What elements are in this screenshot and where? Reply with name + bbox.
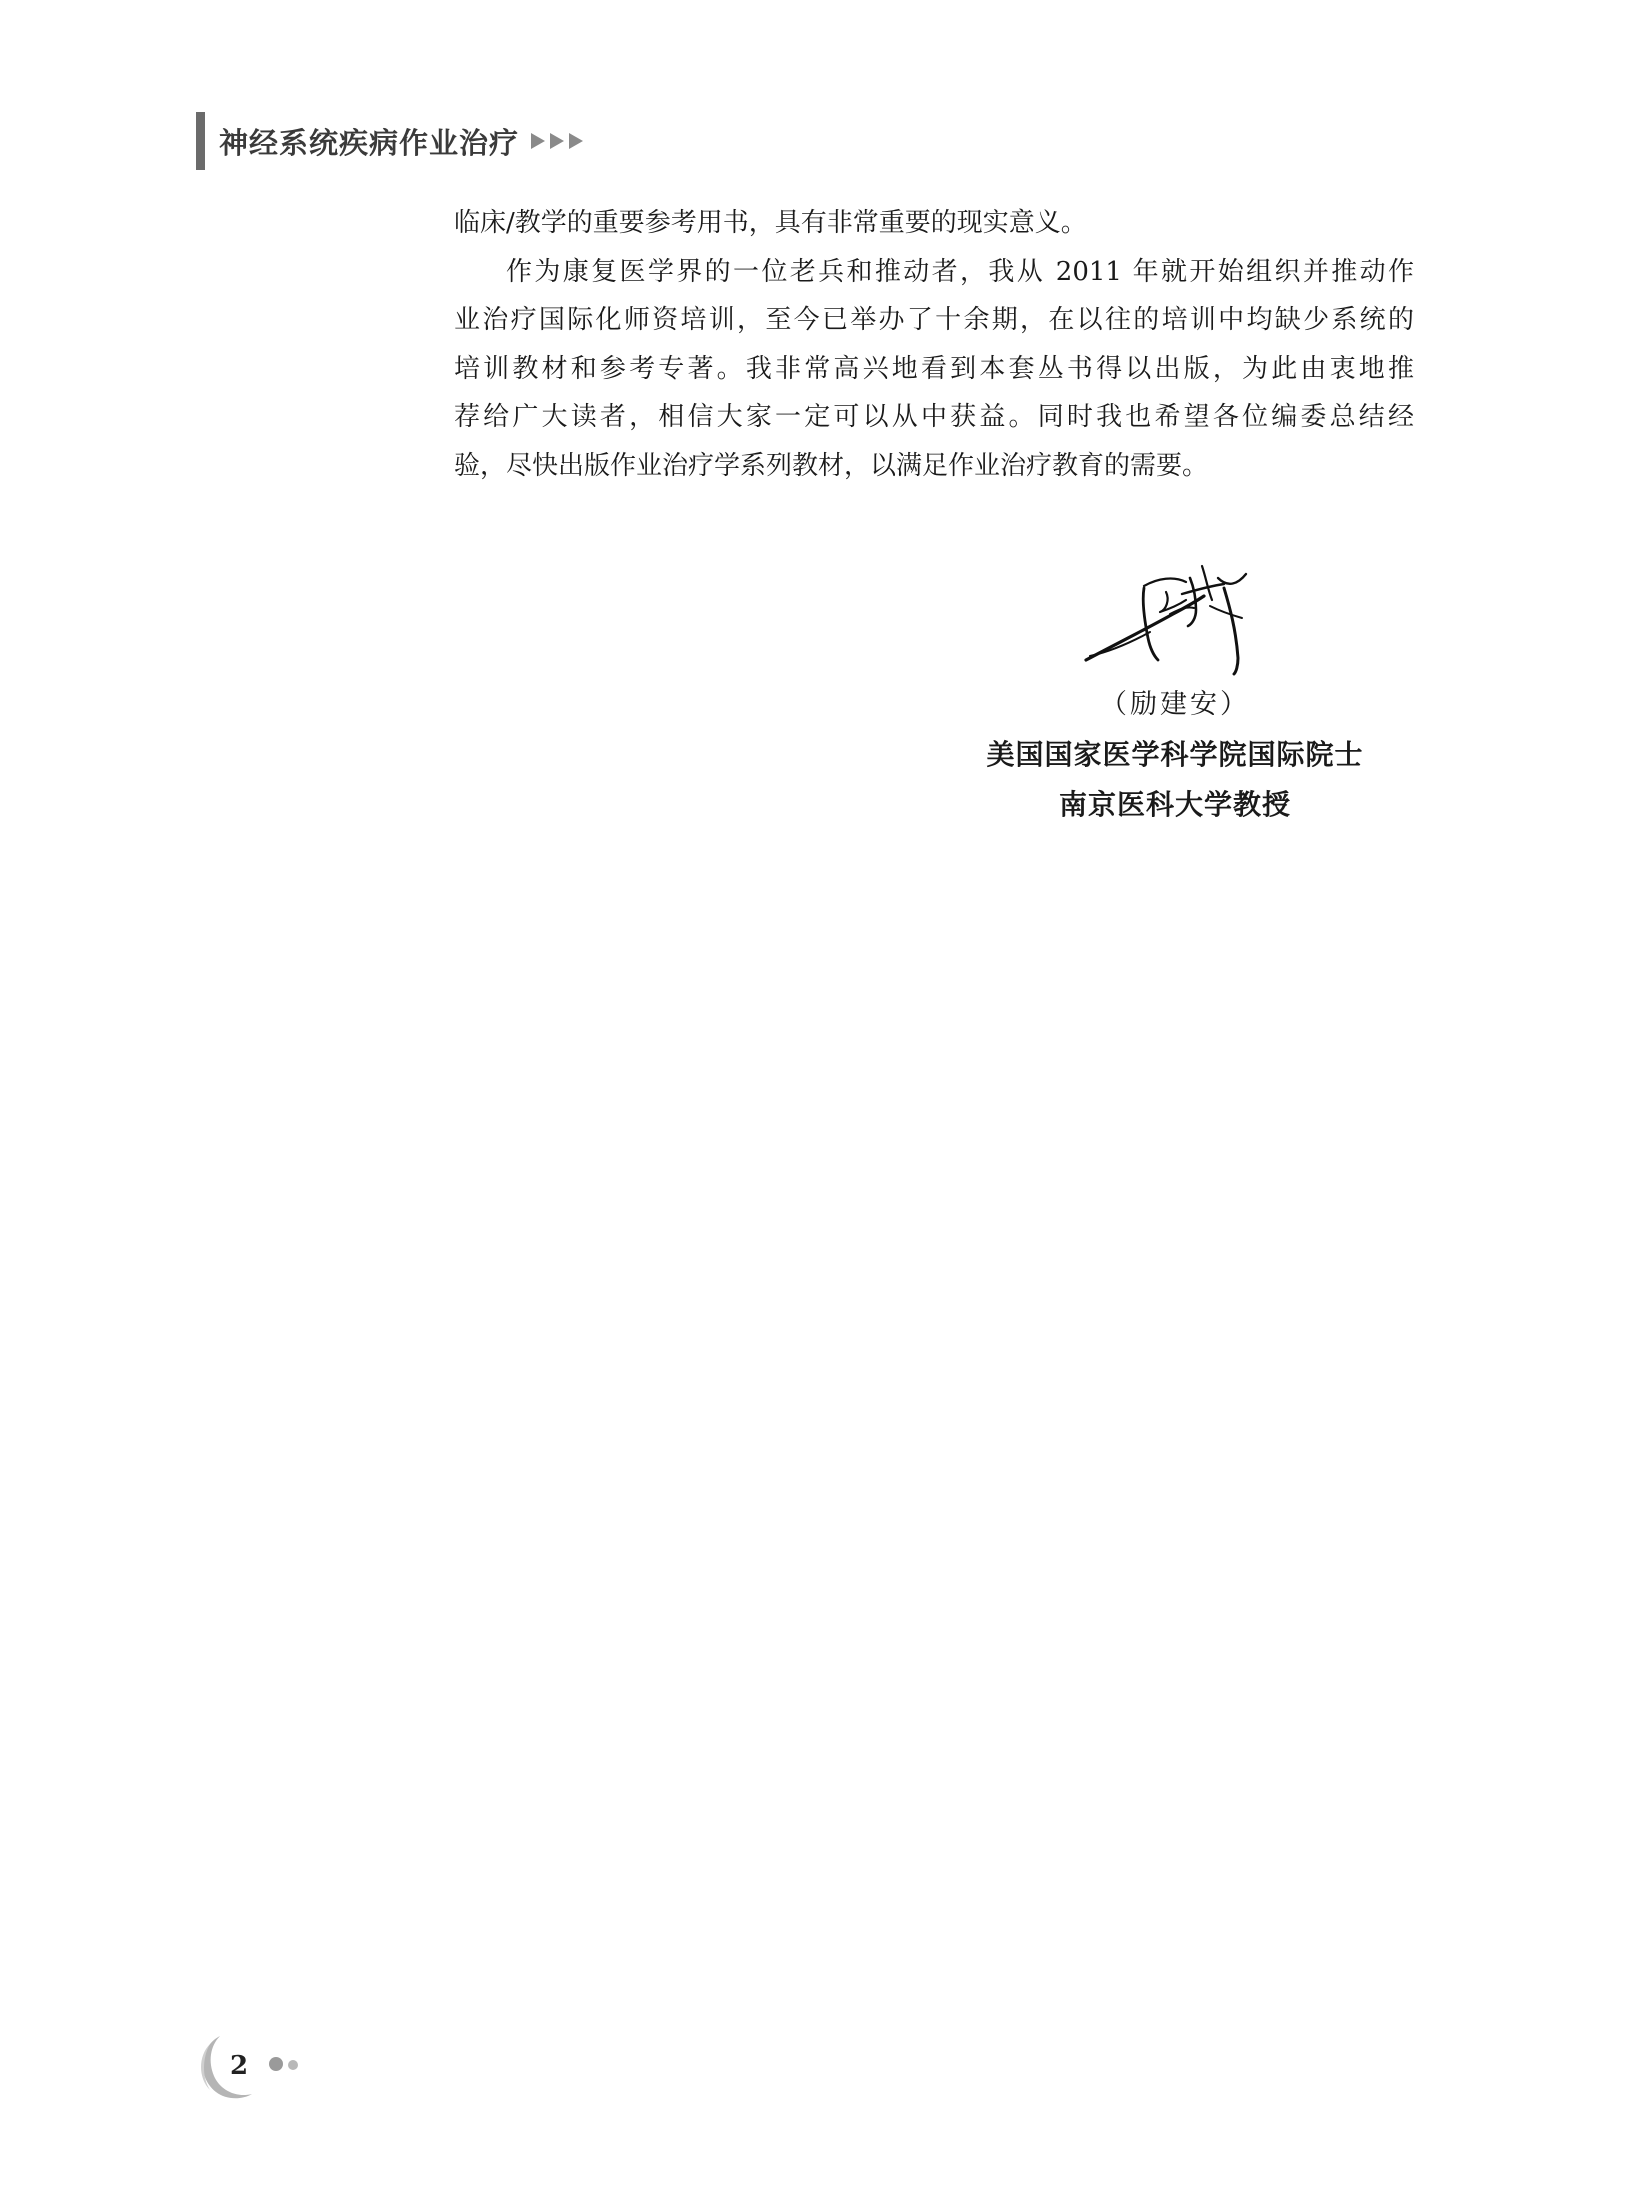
triple-right-arrow-icon	[527, 131, 584, 151]
page-footer	[192, 2028, 352, 2108]
crescent-dots-ornament	[192, 2028, 352, 2108]
text-line: 培训教材和参考专著。我非常高兴地看到本套丛书得以出版，为此由衷地推	[454, 353, 1414, 384]
paragraph-continued	[454, 199, 1414, 248]
text-line: 作为康复医学界的一位老兵和推动者，我从 2011 年就开始组织并推动作	[506, 256, 1414, 287]
signer-name: （励建安）	[1100, 689, 1250, 720]
running-header	[196, 112, 584, 170]
header-accent-bar	[196, 112, 205, 170]
text-line: 验，尽快出版作业治疗学系列教材，以满足作业治疗教育的需要。	[454, 450, 1209, 481]
handwritten-signature	[1078, 548, 1278, 678]
text-line: 业治疗国际化师资培训，至今已举办了十余期，在以往的培训中均缺少系统的	[454, 305, 1414, 336]
signer-title-academy: 美国国家医学科学院国际院士	[986, 738, 1364, 771]
text-line: 临床/教学的重要参考用书，具有非常重要的现实意义。	[454, 208, 1087, 238]
paragraph	[454, 248, 1414, 491]
book-title: 神经系统疾病作业治疗	[219, 125, 520, 160]
signer-title-university: 南京医科大学教授	[1058, 788, 1291, 821]
text-line: 荐给广大读者，相信大家一定可以从中获益。同时我也希望各位编委总结经	[454, 402, 1414, 433]
page-number: 2	[230, 2051, 249, 2081]
body-text	[454, 199, 1414, 491]
